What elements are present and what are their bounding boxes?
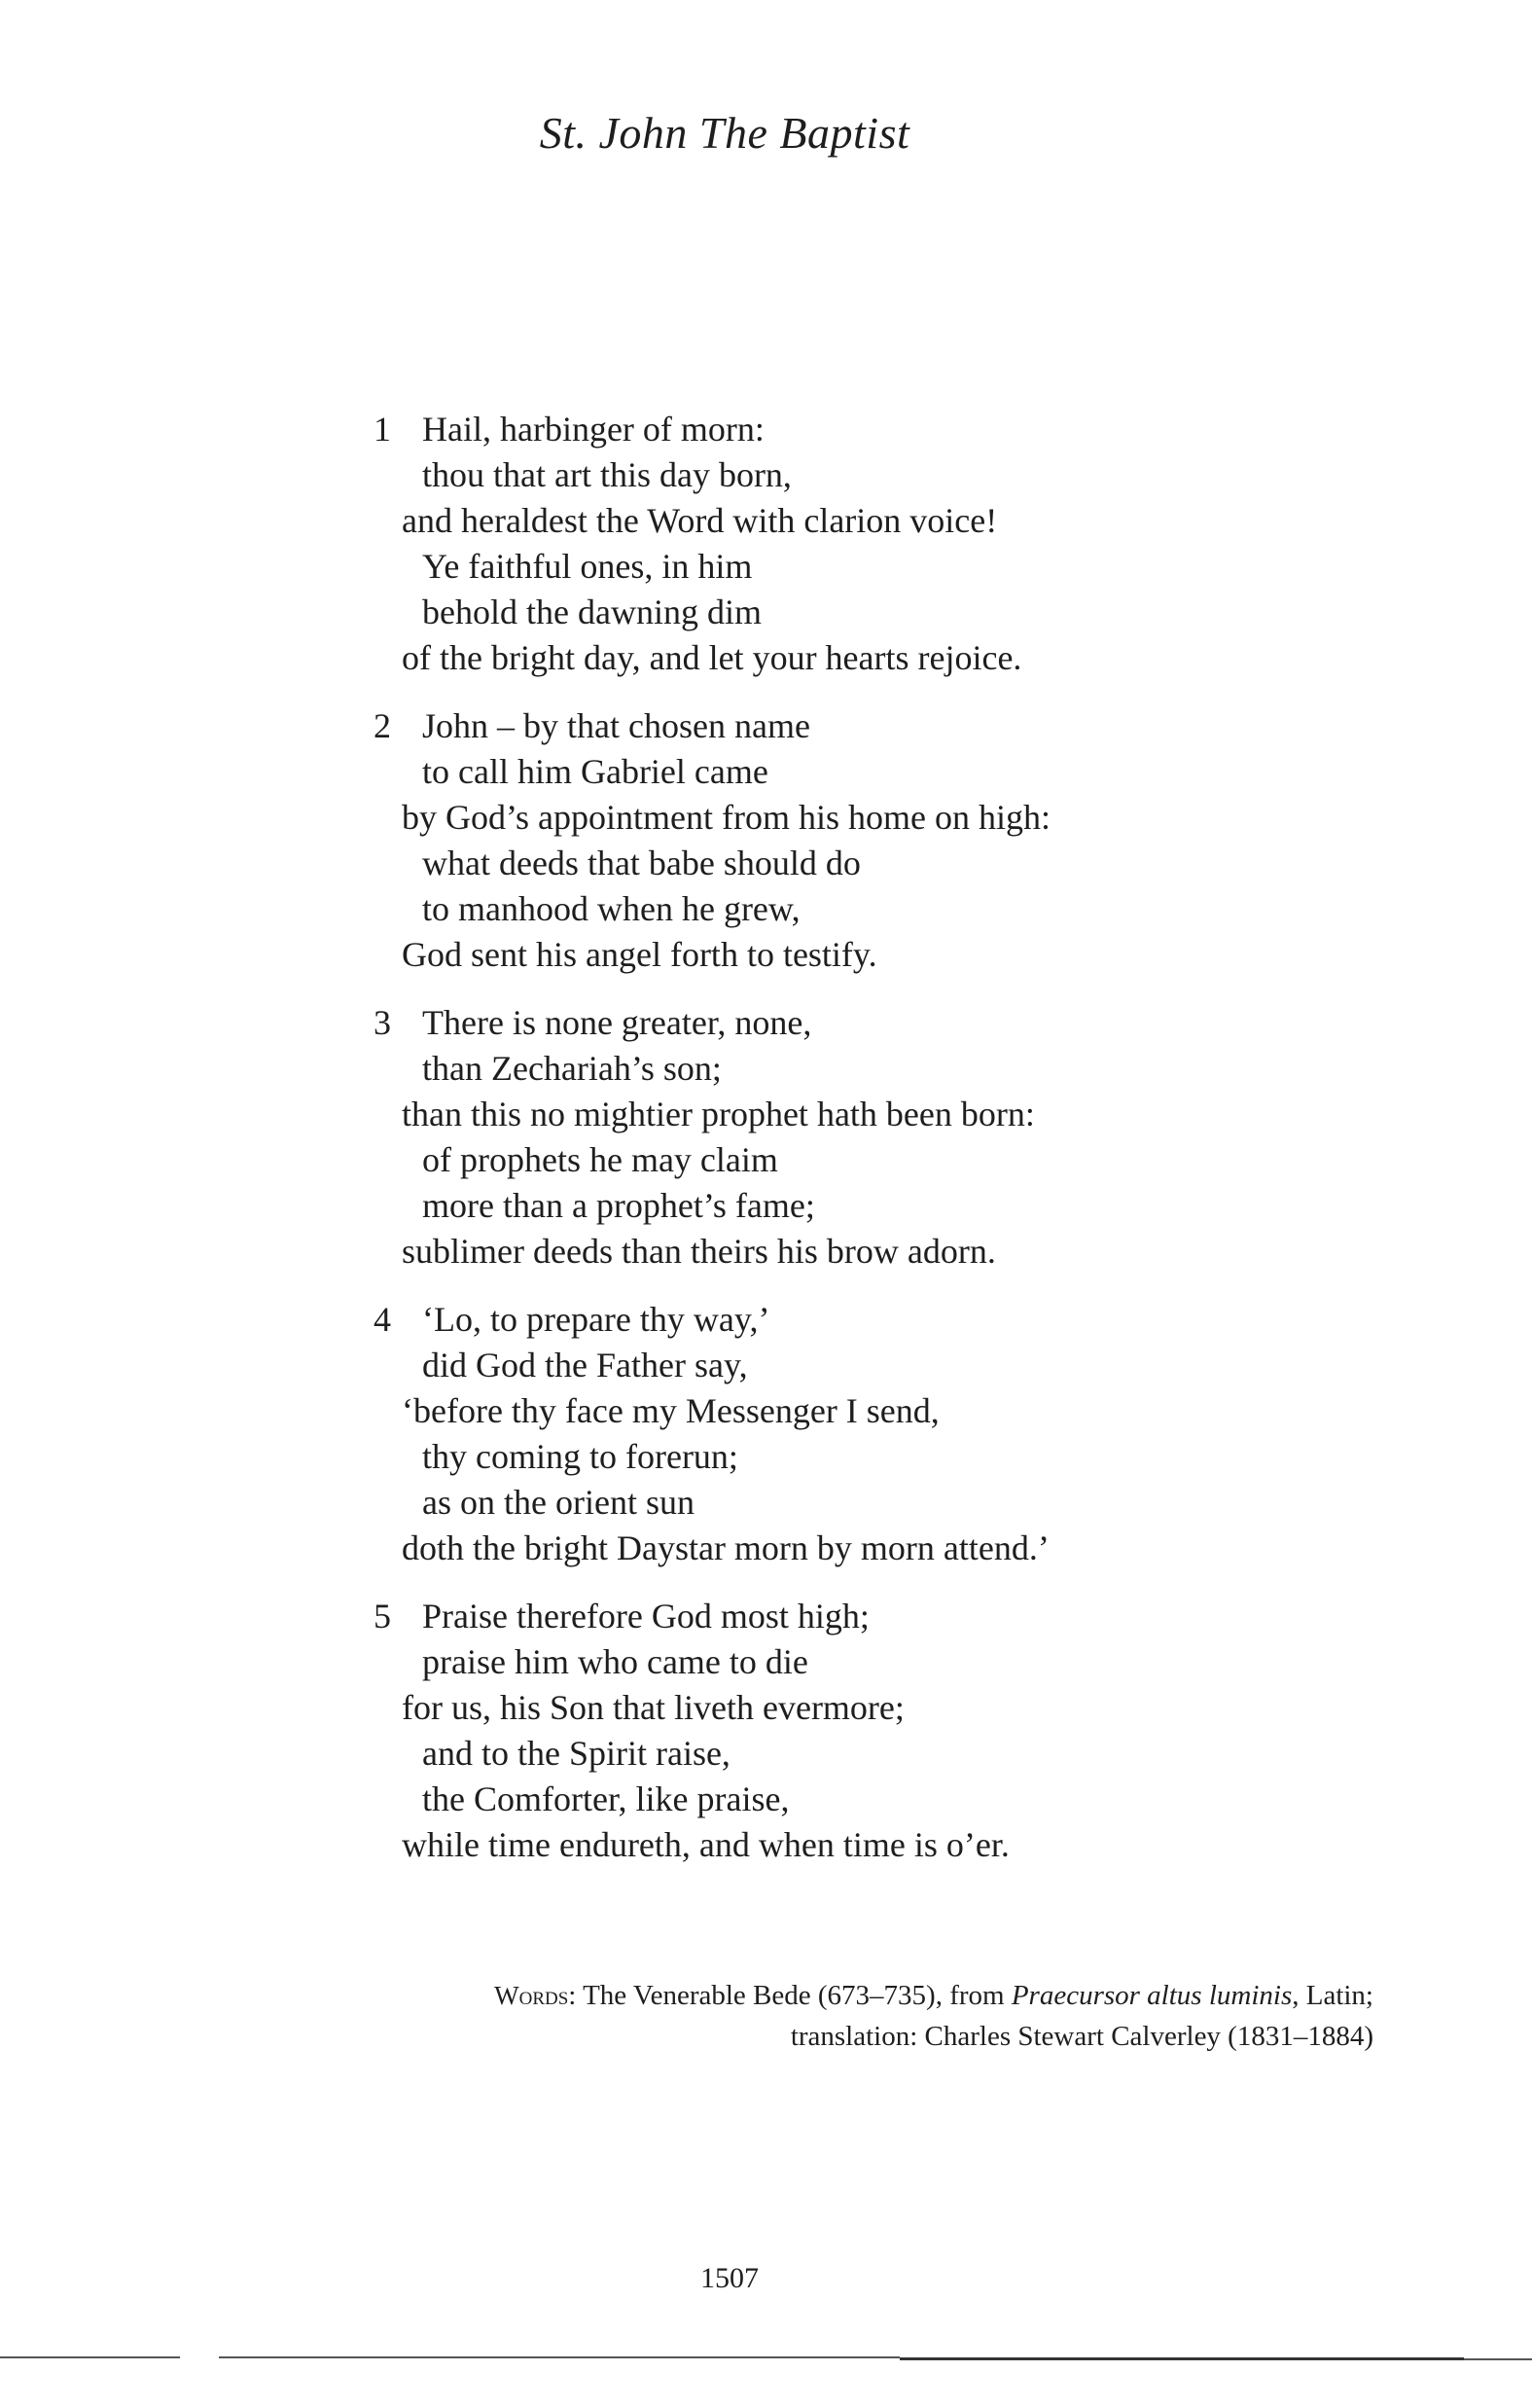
verse-number: 1 bbox=[374, 410, 391, 449]
page-number: 1507 bbox=[700, 2262, 759, 2294]
hymn-title: St. John The Baptist bbox=[539, 108, 910, 158]
verse-line: of prophets he may claim bbox=[422, 1140, 778, 1179]
verse-5 bbox=[374, 1594, 1443, 1868]
hymn-text bbox=[374, 407, 1443, 1890]
verse-line: John – by that chosen name bbox=[422, 706, 810, 745]
verse-number: 2 bbox=[374, 706, 391, 745]
verse-line: and heraldest the Word with clarion voice! bbox=[402, 501, 998, 540]
verse-line: There is none greater, none, bbox=[422, 1003, 812, 1042]
verse-line: Praise therefore God most high; bbox=[422, 1597, 870, 1635]
verse-line: doth the bright Daystar morn by morn attend.’ bbox=[402, 1528, 1050, 1567]
credits-author: : The Venerable Bede (673–735), from bbox=[568, 1980, 1012, 2011]
verse-line: the Comforter, like praise, bbox=[422, 1779, 790, 1818]
verse-4 bbox=[374, 1297, 1443, 1571]
verse-line: as on the orient sun bbox=[422, 1483, 695, 1522]
verse-line: Hail, harbinger of morn: bbox=[422, 410, 765, 449]
footer-rule bbox=[900, 2357, 1464, 2360]
verse-line: thy coming to forerun; bbox=[422, 1437, 738, 1476]
verse-line: behold the dawning dim bbox=[422, 593, 762, 631]
credits-label: Words bbox=[494, 1981, 569, 2010]
footer-rule bbox=[0, 2356, 180, 2358]
verse-line: Ye faithful ones, in him bbox=[422, 547, 753, 586]
verse-number: 3 bbox=[374, 1003, 391, 1042]
verse-line: ‘Lo, to prepare thy way,’ bbox=[422, 1300, 770, 1339]
verse-1 bbox=[374, 407, 1443, 681]
verse-line: more than a prophet’s fame; bbox=[422, 1186, 815, 1225]
verse-line: thou that art this day born, bbox=[422, 455, 792, 494]
verse-line: sublimer deeds than theirs his brow adorn. bbox=[402, 1232, 996, 1271]
verse-2 bbox=[374, 703, 1443, 978]
verse-line: ‘before thy face my Messenger I send, bbox=[402, 1391, 940, 1430]
verse-line: of the bright day, and let your hearts rejoice. bbox=[402, 638, 1022, 677]
verse-line: than Zechariah’s son; bbox=[422, 1049, 722, 1088]
verse-line: to call him Gabriel came bbox=[422, 752, 768, 791]
verse-number: 4 bbox=[374, 1300, 391, 1339]
footer-rule bbox=[219, 2356, 900, 2358]
verse-line: than this no mightier prophet hath been born: bbox=[402, 1095, 1035, 1133]
footer-rule bbox=[1464, 2358, 1532, 2360]
verse-number: 5 bbox=[374, 1597, 391, 1635]
verse-line: praise him who came to die bbox=[422, 1642, 808, 1681]
verse-line: to manhood when he grew, bbox=[422, 889, 801, 928]
credits-language: , Latin; bbox=[1292, 1980, 1373, 2011]
verse-line: what deeds that babe should do bbox=[422, 844, 861, 882]
verse-line: did God the Father say, bbox=[422, 1346, 748, 1384]
verse-line: God sent his angel forth to testify. bbox=[402, 935, 877, 974]
verse-line: and to the Spirit raise, bbox=[422, 1734, 730, 1773]
verse-line: by God’s appointment from his home on high: bbox=[402, 798, 1051, 837]
hymn-credits bbox=[494, 1975, 1373, 2057]
verse-line: while time endureth, and when time is o’er. bbox=[402, 1825, 1010, 1864]
credits-source-title: Praecursor altus luminis bbox=[1011, 1980, 1293, 2011]
credits-translation: translation: Charles Stewart Calverley (1831–1884) bbox=[790, 2021, 1373, 2052]
verse-line: for us, his Son that liveth evermore; bbox=[402, 1688, 905, 1727]
credits-line-words bbox=[494, 1975, 1373, 2016]
verse-3 bbox=[374, 1000, 1443, 1275]
